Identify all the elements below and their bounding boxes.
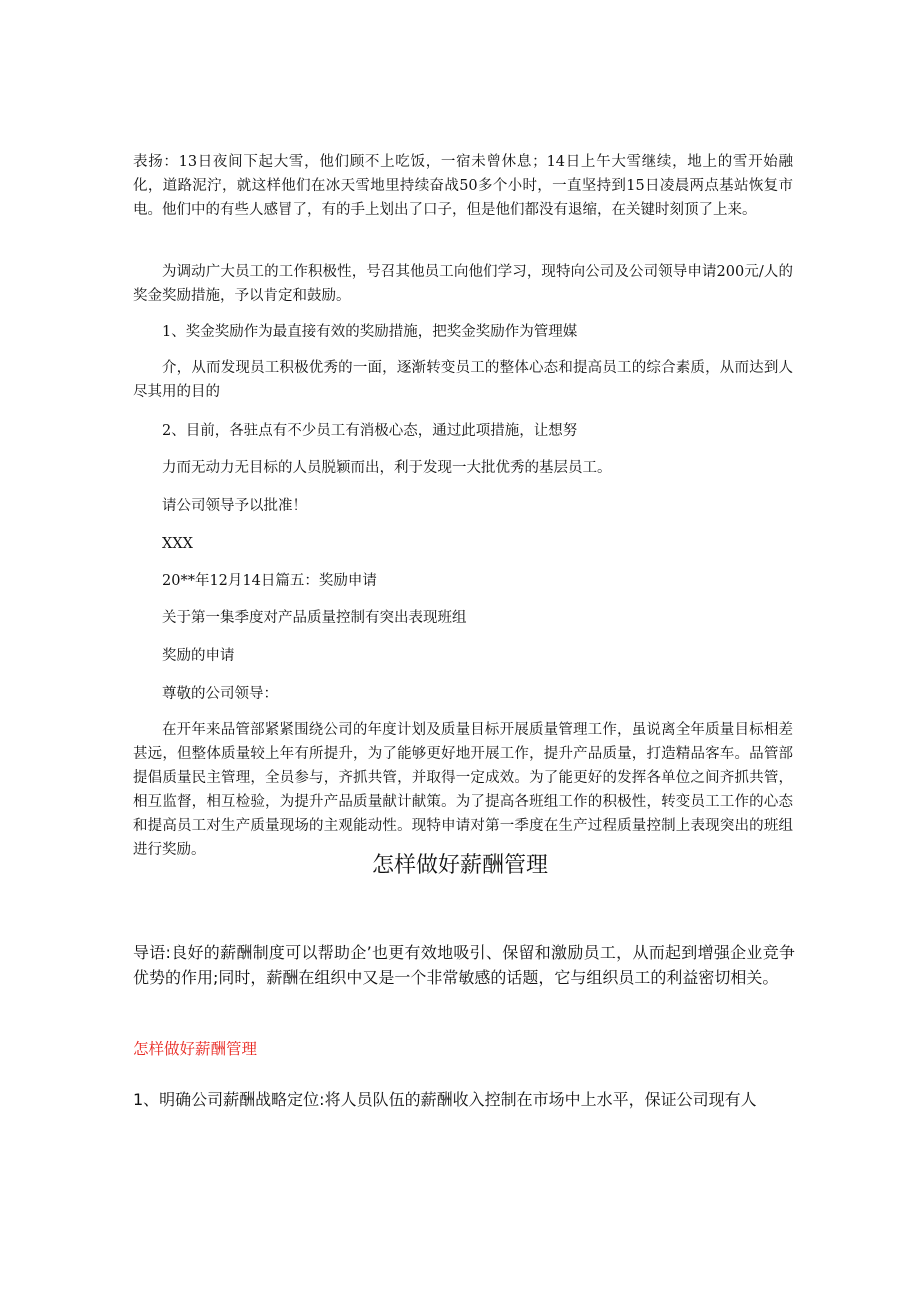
approval-request-line: 请公司领导予以批准！ — [162, 498, 307, 514]
item-1-tail: 介，从而发现员工积极优秀的一面，逐渐转变员工的整体心态和提高员工的综合素质，从而达到人尽其用的目的 — [133, 360, 793, 400]
date-line: 20**年12月14日篇五：奖励申请 — [162, 573, 377, 589]
signature: XXX — [162, 536, 193, 552]
subject-line-1: 关于第一集季度对产品质量控制有突出表现班组 — [162, 610, 467, 626]
body-paragraph: 在开年来品管部紧紧围绕公司的年度计划及质量目标开展质量管理工作，虽说离全年质量目标相差甚远，但整体质量较上年有所提升，为了能够更好地开展工作，提升产品质量，打造精品客车。品管部提倡质量民主管理，全员参与，齐抓共管，并取得一定成效。为了能更好的发挥各单位之间齐抓共管，相互监督，相互检验，为提升产品质量献计献策。为了提高各班组工作的积极性，转变员工工作的心态和提高员工对生产质量现场的主观能动性。现特申请对第一季度在生产过程质量控制上表现突出的班组进行奖励。 — [133, 722, 793, 858]
item-1-head: 1、奖金奖励作为最直接有效的奖励措施，把奖金奖励作为管理媒 — [162, 324, 578, 340]
paragraph-commendation: 表扬：13日夜间下起大雪，他们顾不上吃饭，一宿未曾休息；14日上午大雪继续，地上的雪开始融化，道路泥泞，就这样他们在冰天雪地里持续奋战50多个小时，一直坚持到15日凌晨两点基站恢复市电。他们中的有些人感冒了，有的手上划出了口子，但是他们都没有退缩，在关键时刻顶了上来。 — [133, 154, 793, 218]
salutation: 尊敬的公司领导： — [162, 686, 278, 702]
article-item-1: 1、明确公司薪酬战略定位:将人员队伍的薪酬收入控制在市场中上水平，保证公司现有人 — [133, 1090, 757, 1109]
subject-line-2: 奖励的申请 — [162, 648, 235, 664]
item-2-head: 2、目前，各驻点有不少员工有消极心态，通过此项措施，让想努 — [162, 423, 578, 439]
item-2-tail: 力而无动力无目标的人员脱颖而出，利于发现一大批优秀的基层员工。 — [162, 460, 612, 476]
paragraph-reward-request: 为调动广大员工的工作积极性，号召其他员工向他们学习，现特向公司及公司领导申请200元/人的奖金奖励措施，予以肯定和鼓励。 — [133, 264, 793, 304]
article-red-heading: 怎样做好薪酬管理 — [133, 1040, 258, 1058]
article-title: 怎样做好薪酬管理 — [371, 853, 548, 878]
article-intro: 导语:良好的薪酬制度可以帮助企’也更有效地吸引、保留和激励员工，从而起到增强企业竞争优势的作用;同时，薪酬在组织中又是一个非常敏感的话题，它与组织员工的利益密切相关。 — [133, 943, 795, 987]
